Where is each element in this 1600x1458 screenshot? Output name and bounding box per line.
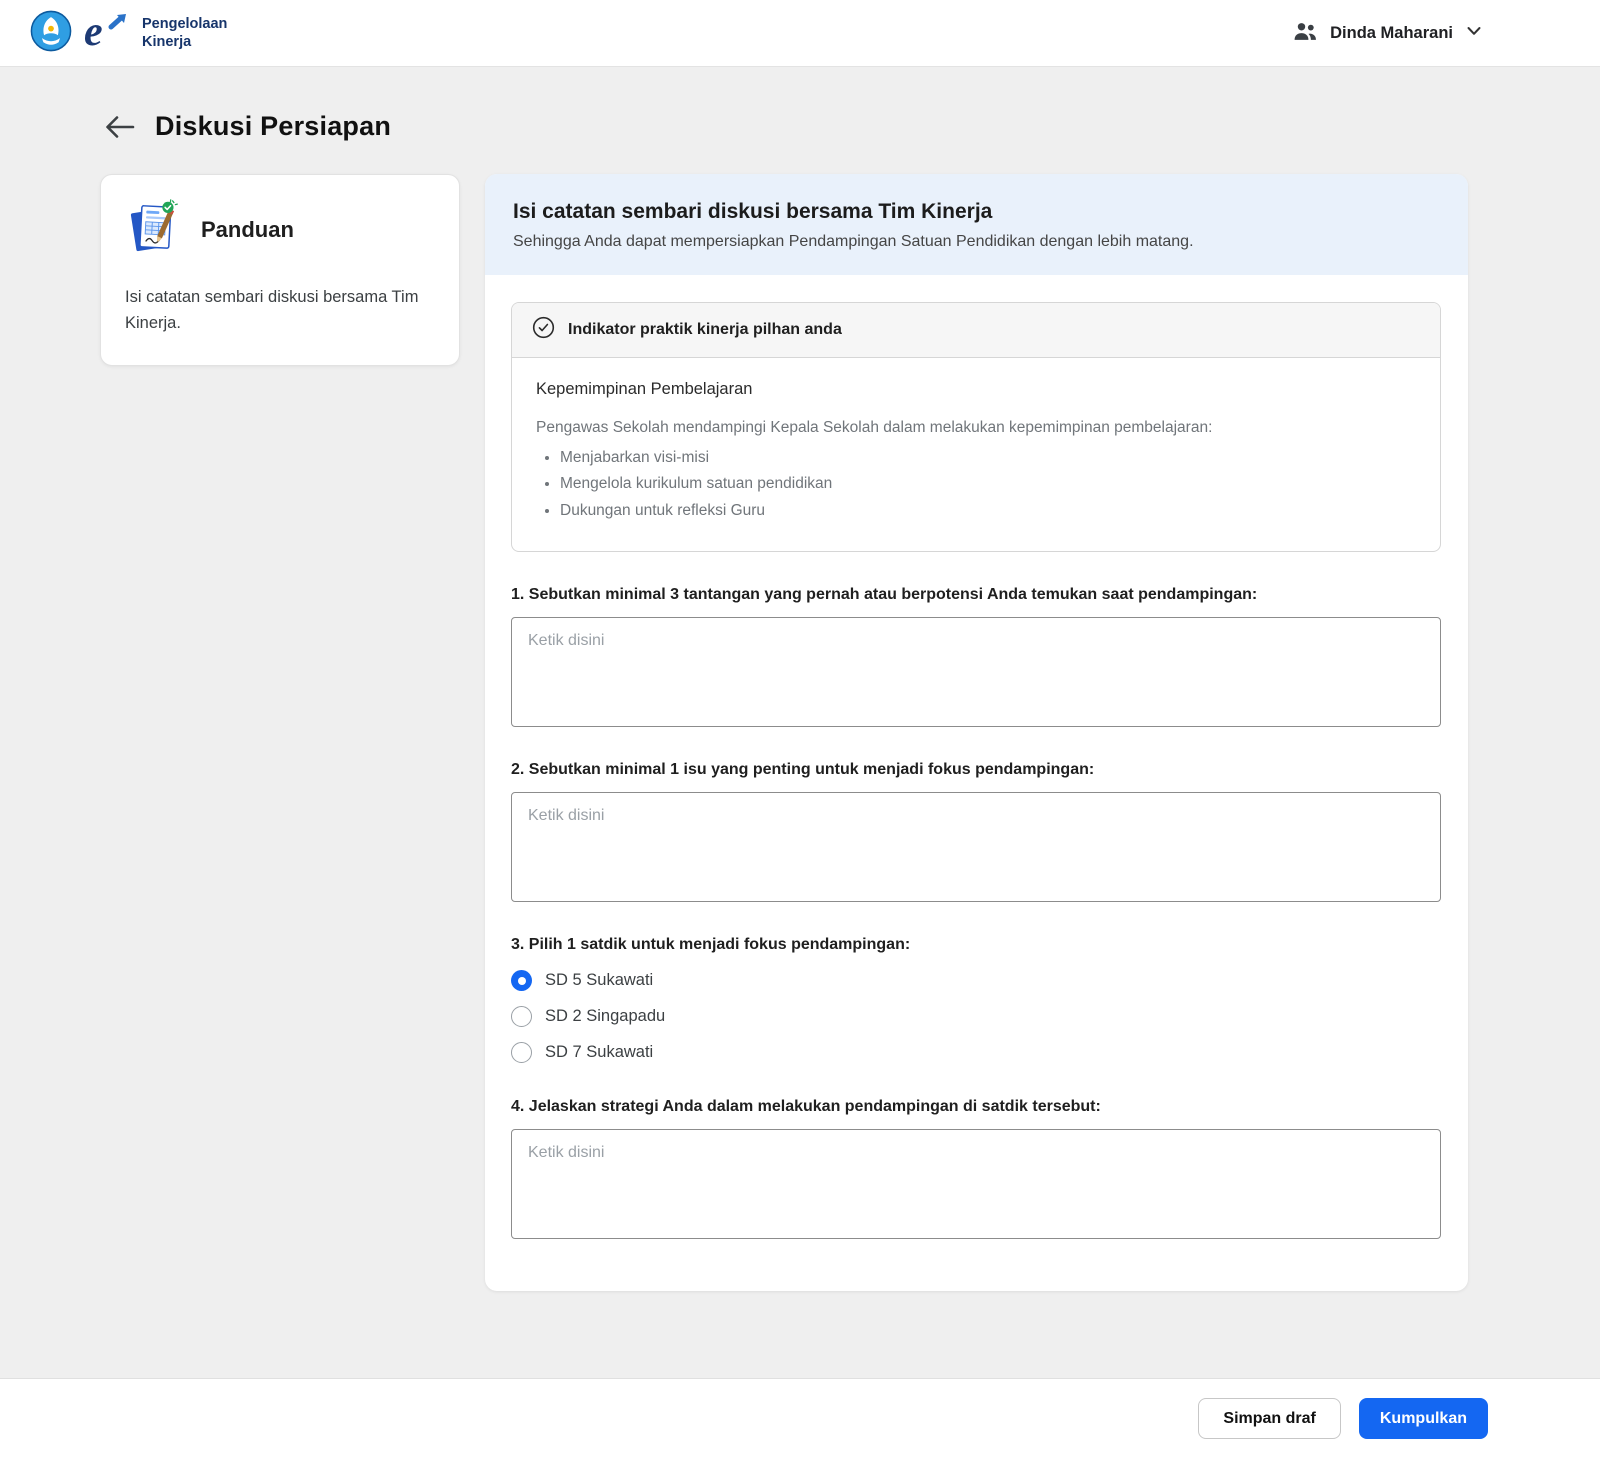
title-row	[0, 67, 1600, 142]
guide-card-description: Isi catatan sembari diskusi bersama Tim Kinerja.	[125, 288, 419, 333]
brand-text	[142, 15, 227, 51]
svg-text:e: e	[84, 9, 103, 52]
indicator-header-label: Indikator praktik kinerja pilhan anda	[568, 321, 842, 338]
brand-line-2: Kinerja	[142, 34, 192, 50]
check-circle-icon	[532, 316, 555, 344]
guide-card-title: Panduan	[201, 216, 294, 242]
form-title: Isi catatan sembari diskusi bersama Tim Kinerja	[513, 200, 993, 223]
page-title: Diskusi Persiapan	[155, 111, 392, 141]
guide-document-icon	[125, 199, 181, 260]
brand	[30, 10, 227, 57]
indicator-name: Kepemimpinan Pembelajaran	[536, 380, 753, 398]
question-3-label: 3. Pilih 1 satdik untuk menjadi fokus pendampingan:	[511, 935, 911, 953]
form-panel	[485, 174, 1468, 1291]
satdik-radio-group	[511, 970, 1441, 1064]
chevron-down-icon	[1465, 24, 1483, 43]
top-bar	[0, 0, 1600, 67]
radio-label: SD 7 Sukawati	[545, 1043, 654, 1062]
save-draft-button[interactable]: Simpan draf	[1198, 1398, 1340, 1439]
indicator-box	[511, 302, 1441, 552]
radio-option-sd-2-singapadu[interactable]	[511, 1006, 1441, 1028]
guide-card	[100, 174, 460, 366]
user-menu[interactable]	[1292, 20, 1483, 47]
brand-line-1: Pengelolaan	[142, 15, 228, 32]
footer-action-bar	[0, 1378, 1600, 1458]
question-1-textarea[interactable]	[511, 617, 1441, 727]
form-header	[485, 174, 1468, 275]
question-2-textarea[interactable]	[511, 792, 1441, 902]
indicator-box-body	[512, 358, 1440, 551]
kemdikbud-logo-icon	[30, 10, 72, 57]
radio-option-sd-7-sukawati[interactable]	[511, 1042, 1441, 1064]
indicator-bullet: • Menjabarkan visi-misi	[560, 445, 1418, 472]
radio-button[interactable]	[511, 1042, 532, 1063]
user-name: Dinda Maharani	[1330, 23, 1453, 42]
radio-button[interactable]	[511, 970, 532, 991]
question-1-label: 1. Sebutkan minimal 3 tantangan yang pernah atau berpotensi Anda temukan saat pendampingan:	[511, 585, 1258, 603]
main-content	[0, 142, 1600, 1291]
guide-card-header	[125, 199, 435, 260]
users-icon	[1292, 20, 1318, 47]
pengelolaan-kinerja-logo-icon	[84, 10, 130, 57]
form-body	[485, 275, 1468, 1291]
radio-label: SD 5 Sukawati	[545, 971, 654, 990]
question-4-label: 4. Jelaskan strategi Anda dalam melakukan pendampingan di satdik tersebut:	[511, 1097, 1101, 1115]
question-2-label: 2. Sebutkan minimal 1 isu yang penting untuk menjadi fokus pendampingan:	[511, 760, 1095, 778]
indicator-description: Pengawas Sekolah mendampingi Kepala Sekolah dalam melakukan kepemimpinan pembelajaran:	[536, 419, 1213, 436]
indicator-bullet: • Dukungan untuk refleksi Guru	[560, 498, 1418, 525]
question-4-textarea[interactable]	[511, 1129, 1441, 1239]
radio-button[interactable]	[511, 1006, 532, 1027]
radio-label: SD 2 Singapadu	[545, 1007, 666, 1026]
back-button[interactable]	[103, 112, 137, 142]
indicator-bullet: • Mengelola kurikulum satuan pendidikan	[560, 471, 1418, 498]
radio-option-sd-5-sukawati[interactable]	[511, 970, 1441, 992]
submit-button[interactable]: Kumpulkan	[1359, 1398, 1488, 1439]
form-subtitle: Sehingga Anda dapat mempersiapkan Pendampingan Satuan Pendidikan dengan lebih matang.	[513, 233, 1194, 250]
indicator-box-header	[512, 303, 1440, 358]
indicator-bullet-list	[560, 445, 1418, 525]
